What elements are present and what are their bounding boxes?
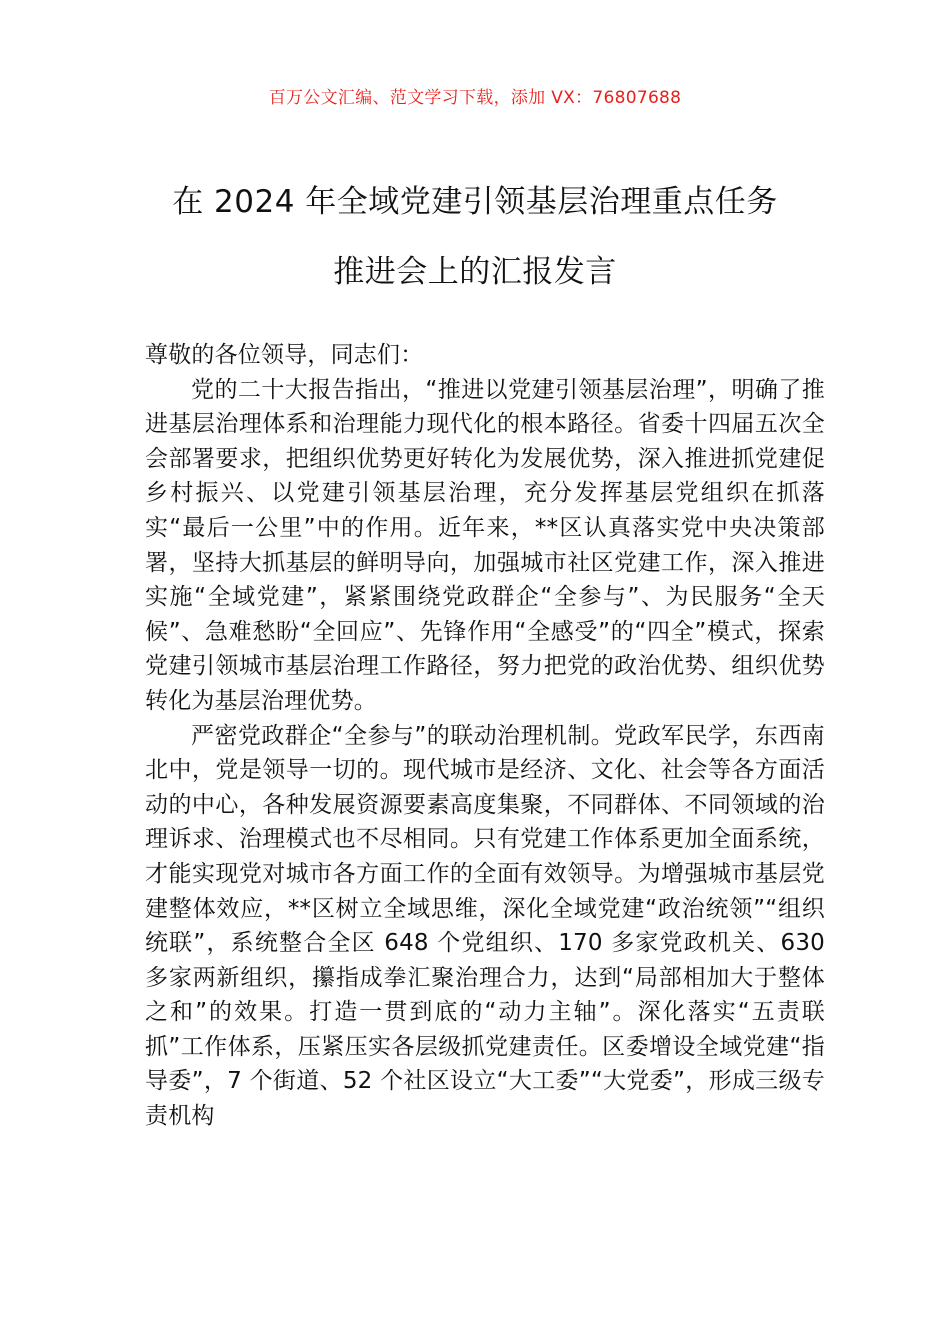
salutation: 尊敬的各位领导，同志们：: [145, 342, 424, 368]
document-title-line-1: 在 2024 年全域党建引领基层治理重点任务: [172, 184, 778, 220]
document-title-line-2: 推进会上的汇报发言: [333, 254, 617, 290]
paragraph: 党的二十大报告指出，“推进以党建引领基层治理”，明确了推进基层治理体系和治理能力现代化的根本路径。省委十四届五次全会部署要求，把组织优势更好转化为发展优势，深入推进抓党建促乡村振兴、以党建引领基层治理，充分发挥基层党组织在抓落实“最后一公里”中的作用。近年来，**区认真落实党中央决策部署，坚持大抓基层的鲜明导向，加强城市社区党建工作，深入推进实施“全域党建”，紧紧围绕党政群企“全参与”、为民服务“全天候”、急难愁盼“全回应”、先锋作用“全感受”的“四全”模式，探索党建引领城市基层治理工作路径，努力把党的政治优势、组织优势转化为基层治理优势。: [145, 376, 825, 714]
paragraph: 严密党政群企“全参与”的联动治理机制。党政军民学，东西南北中，党是领导一切的。现代城市是经济、文化、社会等各方面活动的中心，各种发展资源要素高度集聚，不同群体、不同领域的治理诉求、治理模式也不尽相同。只有党建工作体系更加全面系统，才能实现党对城市各方面工作的全面有效领导。为增强城市基层党建整体效应，**区树立全域思维，深化全域党建“政治统领”“组织统联”，系统整合全区 648 个党组织、170 多家党政机关、630 多家两新组织，攥指成拳汇聚治理合力，达到“局部相加大于整体之和”的效果。打造一贯到底的“动力主轴”。深化落实“五责联抓”工作体系，压紧压实各层级抓党建责任。区委增设全域党建“指导委”，7 个街道、52 个社区设立“大工委”“大党委”，形成三级专责机构: [145, 722, 825, 1130]
header-banner: 百万公文汇编、范文学习下载，添加 VX：76807688: [268, 88, 682, 108]
document-body: [145, 338, 825, 1134]
